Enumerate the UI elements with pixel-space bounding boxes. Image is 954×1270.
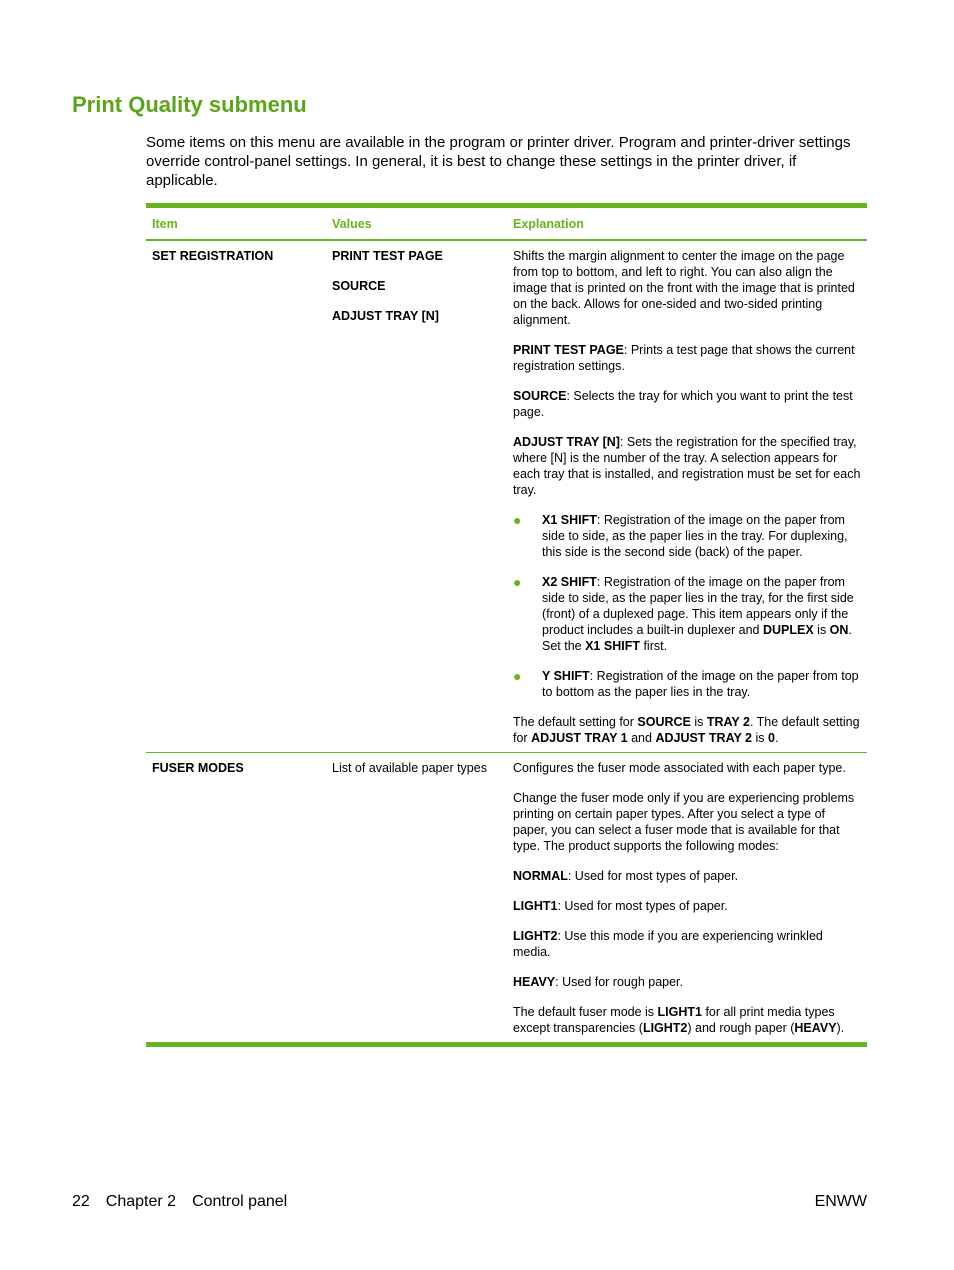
explanation-paragraph: The default fuser mode is LIGHT1 for all print media types except transparencies (LIGHT2) and rough paper (HEAVY). bbox=[513, 1005, 845, 1035]
explanation-paragraph: The default setting for SOURCE is TRAY 2. The default setting for ADJUST TRAY 1 and ADJUST TRAY 2 is 0. bbox=[513, 715, 860, 745]
header-item: Item bbox=[152, 216, 178, 231]
bullet-item: ● X1 SHIFT: Registration of the image on the paper from side to side, as the paper lies in the tray. For duplexing, this side is the second side (back) of the paper. bbox=[513, 512, 848, 559]
footer-left bbox=[72, 1193, 303, 1211]
value-item: List of available paper types bbox=[332, 761, 487, 775]
table-header-row bbox=[146, 208, 867, 241]
explanation-paragraph: NORMAL: Used for most types of paper. bbox=[513, 869, 739, 883]
bullet-dot-icon: ● bbox=[513, 668, 522, 684]
explanation-paragraph: ADJUST TRAY [N]: Sets the registration for the specified tray, where [N] is the number of the tray. A selection appears for each tray that is installed, and registration must be set for each tray. bbox=[513, 435, 861, 497]
explanation-cell bbox=[507, 753, 867, 1042]
table-row bbox=[146, 241, 867, 753]
page-number: 22 bbox=[72, 1193, 90, 1210]
bullet-item: ● X2 SHIFT: Registration of the image on the paper from side to side, as the paper lies in the tray, for the first side (front) of a duplexed page. This item appears only if the product includes a built-in duplexer and DUPLEX is ON. Set the X1 SHIFT first. bbox=[513, 574, 854, 653]
footer-right: ENWW bbox=[814, 1193, 867, 1210]
values-cell bbox=[326, 241, 507, 752]
header-values: Values bbox=[332, 216, 372, 231]
chapter-label: Chapter 2 bbox=[105, 1193, 177, 1210]
bullet-item: ● Y SHIFT: Registration of the image on the paper from top to bottom as the paper lies in the tray. bbox=[513, 668, 859, 699]
item-cell: FUSER MODES bbox=[152, 761, 244, 775]
bullet-dot-icon: ● bbox=[513, 512, 522, 528]
explanation-paragraph: Change the fuser mode only if you are experiencing problems printing on certain paper types. After you select a type of paper, you can select a fuser mode that is available for that type. The product supports the following modes: bbox=[513, 791, 855, 853]
explanation-paragraph: LIGHT2: Use this mode if you are experiencing wrinkled media. bbox=[513, 929, 823, 959]
values-cell bbox=[326, 753, 507, 1042]
value-item: PRINT TEST PAGE bbox=[332, 249, 443, 263]
explanation-paragraph: HEAVY: Used for rough paper. bbox=[513, 975, 683, 989]
chapter-title: Control panel bbox=[192, 1193, 288, 1210]
item-cell: SET REGISTRATION bbox=[152, 249, 274, 263]
explanation-paragraph: SOURCE: Selects the tray for which you want to print the test page. bbox=[513, 389, 853, 419]
explanation-cell bbox=[507, 241, 867, 752]
bullet-dot-icon: ● bbox=[513, 574, 522, 590]
explanation-paragraph: LIGHT1: Used for most types of paper. bbox=[513, 899, 728, 913]
page-title: Print Quality submenu bbox=[72, 92, 307, 117]
submenu-table bbox=[146, 203, 867, 1047]
explanation-paragraph: Configures the fuser mode associated with each paper type. bbox=[513, 761, 846, 775]
explanation-paragraph: PRINT TEST PAGE: Prints a test page that shows the current registration settings. bbox=[513, 343, 855, 373]
value-item: SOURCE bbox=[332, 279, 386, 293]
intro-paragraph: Some items on this menu are available in the program or printer driver. Program and printer-driver settings override control-panel settings. In general, it is best to change these settings in the printer driver, if applicable. bbox=[146, 134, 851, 189]
explanation-paragraph: Shifts the margin alignment to center the image on the page from top to bottom, and left to right. You can also align the image that is printed on the front with the image that is printed on the back. Allows for one-sided and two-sided printing alignment. bbox=[513, 249, 855, 327]
header-explanation: Explanation bbox=[513, 216, 584, 231]
value-item: ADJUST TRAY [N] bbox=[332, 309, 439, 323]
table-row bbox=[146, 753, 867, 1042]
